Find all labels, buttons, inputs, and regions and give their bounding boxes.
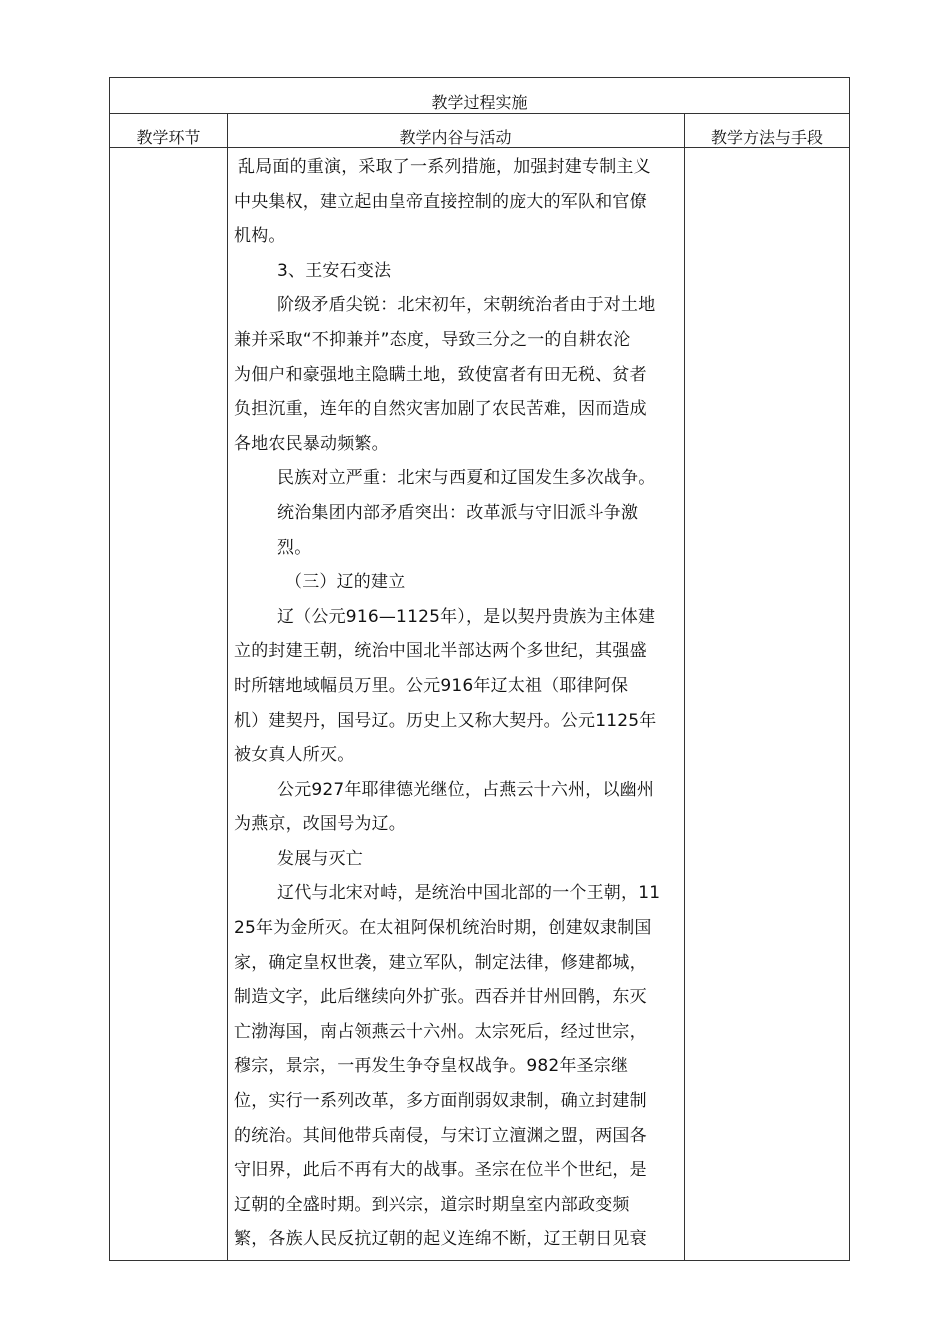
content-line: 25年为金所灭。在太祖阿保机统治时期，创建奴隶制国: [234, 918, 652, 939]
content-line: 3、王安石变法: [277, 260, 392, 281]
content-line: 为佃户和豪强地主隐瞒土地，致使富者有田无税、贫者: [234, 364, 647, 385]
content-line: 烈。: [277, 537, 312, 558]
content-line: 家，确定皇权世袭，建立军队，制定法律，修建都城，: [234, 952, 647, 973]
content-line: 中央集权，建立起由皇帝直接控制的庞大的军队和官僚: [234, 191, 647, 212]
content-line: 亡渤海国，南占领燕云十六州。太宗死后，经过世宗，: [234, 1021, 647, 1042]
content-line: 立的封建王朝，统治中国北半部达两个多世纪，其强盛: [234, 641, 647, 662]
content-line: （三）辽的建立: [285, 572, 406, 593]
column-divider-left: [227, 114, 228, 1260]
content-line: 兼并采取“不抑兼并”态度，导致三分之一的自耕农沦: [234, 329, 631, 350]
content-line: 为燕京，改国号为辽。: [234, 814, 406, 835]
table-header-row: [110, 114, 849, 148]
lesson-table: [109, 77, 850, 1261]
content-line: 公元927年耶律德光继位，占燕云十六州，以幽州: [277, 779, 655, 800]
header-teaching-content: 教学内谷与活动: [399, 128, 512, 147]
teaching-content-text: [234, 150, 680, 1257]
content-line: 制造文字，此后继续向外扩张。西吞并甘州回鹘，东灭: [234, 987, 647, 1008]
header-teaching-method: 教学方法与手段: [710, 128, 823, 147]
content-line: 守旧界，此后不再有大的战事。圣宗在位半个世纪，是: [234, 1160, 647, 1181]
content-line: 的统治。其间他带兵南侵，与宋订立澶渊之盟，两国各: [234, 1125, 647, 1146]
column-divider-right: [684, 114, 685, 1260]
content-line: 穆宗，景宗，一再发生争夺皇权战争。982年圣宗继: [234, 1056, 629, 1077]
content-line: 机构。: [234, 226, 286, 247]
content-line: 阶级矛盾尖锐：北宋初年，宋朝统治者由于对土地: [277, 295, 656, 316]
content-line: 时所辖地域幅员万里。公元916年辽太祖（耶律阿保: [234, 675, 629, 696]
content-line: 民族对立严重：北宋与西夏和辽国发生多次战争。: [277, 468, 656, 489]
content-line: 辽代与北宋对峙，是统治中国北部的一个王朝，11: [277, 883, 661, 904]
content-line: 繁，各族人民反抗辽朝的起义连绵不断，辽王朝日见衰: [234, 1229, 647, 1250]
content-line: 乱局面的重演，采取了一系列措施，加强封建专制主义: [238, 157, 651, 177]
content-line: 统治集团内部矛盾突出：改革派与守旧派斗争激: [277, 502, 639, 523]
content-line: 发展与灭亡: [277, 848, 363, 869]
content-line: 辽（公元916—1125年），是以契丹贵族为主体建: [277, 606, 656, 627]
header-teaching-stage: 教学环节: [136, 128, 201, 147]
table-title: 教学过程实施: [110, 78, 849, 114]
content-line: 位，实行一系列改革，多方面削弱奴隶制，确立封建制: [234, 1091, 647, 1112]
content-line: 各地农民暴动频繁。: [234, 433, 389, 454]
content-line: 被女真人所灭。: [234, 745, 355, 766]
content-line: 机）建契丹，国号辽。历史上又称大契丹。公元1125年: [234, 710, 657, 731]
content-line: 负担沉重，连年的自然灾害加剧了农民苦难，因而造成: [234, 399, 647, 420]
content-line: 辽朝的全盛时期。到兴宗，道宗时期皇室内部政变频: [234, 1194, 630, 1215]
